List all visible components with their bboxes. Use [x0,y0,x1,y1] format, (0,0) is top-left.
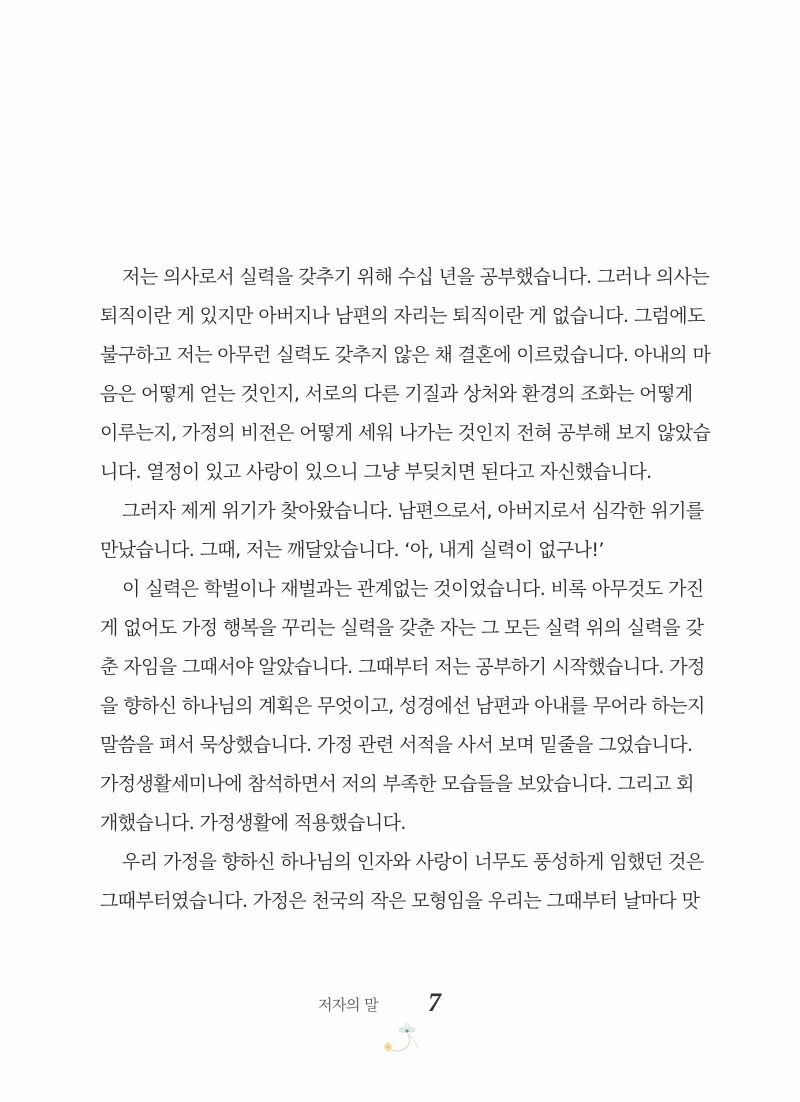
text-line: 우리 가정을 향하신 하나님의 인자와 사랑이 너무도 풍성하게 임했던 것은 [122,851,704,873]
text-line: 을 향하신 하나님의 계획은 무엇이고, 성경에선 남편과 아내를 무어라 하는지 [100,695,705,717]
text-line: 니다. 열정이 있고 사랑이 있으니 그냥 부딪치면 된다고 자신했습니다. [100,461,652,483]
text-line: 불구하고 저는 아무런 실력도 갖추지 않은 채 결혼에 이르렀습니다. 아내의 마 [100,344,711,366]
running-head: 저자의 말 [318,996,379,1014]
body-text [100,258,720,921]
text-line: 만났습니다. 그때, 저는 깨달았습니다. ‘아, 내게 실력이 없구나!’ [100,539,604,561]
flower-ornament-icon [378,1020,424,1060]
page-number: 7 [428,988,441,1017]
text-line: 말씀을 펴서 묵상했습니다. 가정 관련 서적을 사서 보며 밑줄을 그었습니다. [100,734,693,756]
text-line: 개했습니다. 가정생활에 적용했습니다. [100,812,406,834]
text-line: 게 없어도 가정 행복을 꾸리는 실력을 갖춘 자는 그 모든 실력 위의 실력을 갖 [100,617,704,639]
text-line: 그러자 제게 위기가 찾아왔습니다. 남편으로서, 아버지로서 심각한 위기를 [122,500,704,522]
text-line: 이루는지, 가정의 비전은 어떻게 세워 나가는 것인지 전혀 공부해 보지 않았습 [100,422,711,444]
text-line: 음은 어떻게 얻는 것인지, 서로의 다른 기질과 상처와 환경의 조화는 어떻게 [100,383,693,405]
text-line: 이 실력은 학벌이나 재벌과는 관계없는 것이었습니다. 비록 아무것도 가진 [122,578,704,600]
text-line: 가정생활세미나에 참석하면서 저의 부족한 모습들을 보았습니다. 그리고 회 [100,773,694,795]
text-line: 춘 자임을 그때서야 알았습니다. 그때부터 저는 공부하기 시작했습니다. 가정 [100,656,705,678]
text-line: 저는 의사로서 실력을 갖추기 위해 수십 년을 공부했습니다. 그러나 의사는 [122,266,710,288]
text-line: 퇴직이란 게 있지만 아버지나 남편의 자리는 퇴직이란 게 없습니다. 그럼에도 [100,305,705,327]
text-line: 그때부터였습니다. 가정은 천국의 작은 모형임을 우리는 그때부터 날마다 맛 [100,890,700,912]
